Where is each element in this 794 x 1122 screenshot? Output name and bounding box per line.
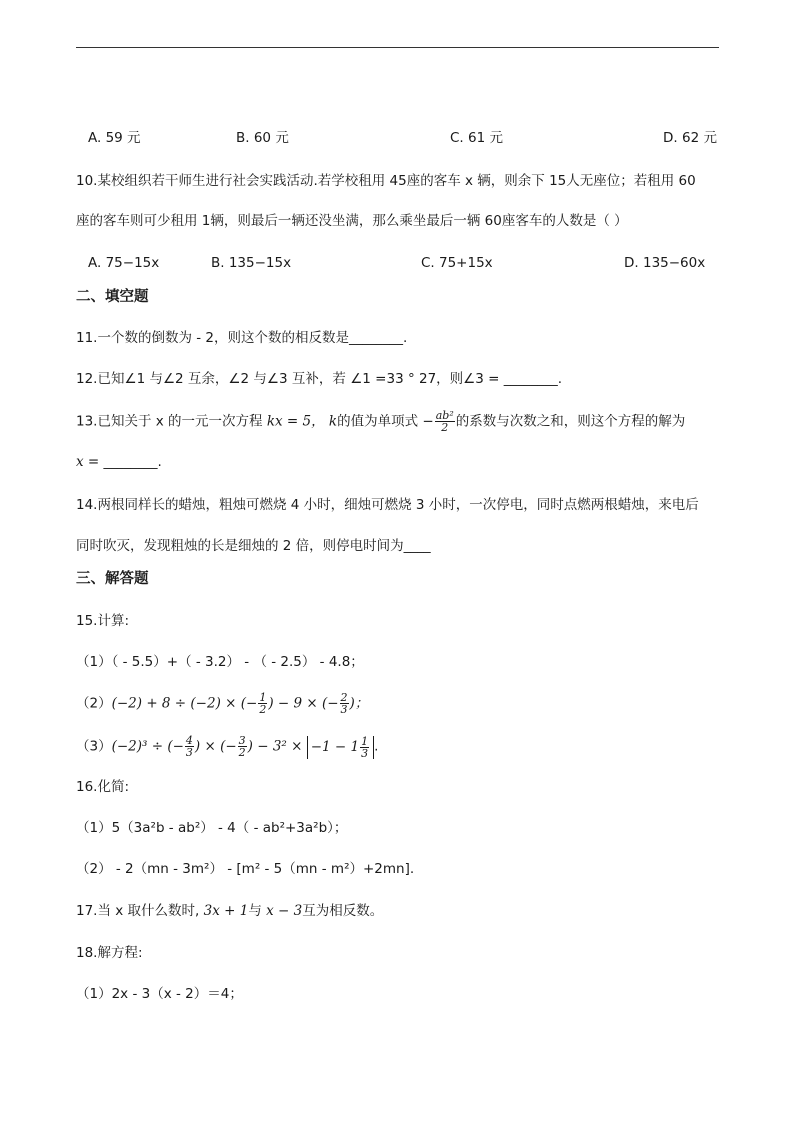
q15-part-3-frac-1: $\frac{4}{3}$ [185,734,193,759]
q15-title: 15.计算: [76,613,130,629]
q14-line-1: 14.两根同样长的蜡烛，粗烛可燃烧 4 小时，细烛可燃烧 3 小时，一次停电，同时点燃两根蜡烛，来电后 [76,497,699,513]
q13-line-1 [76,410,685,433]
q15-part-2-expr-c: )； [349,695,369,712]
q15-part-2-label: （2） [76,695,112,712]
q15-part-3-expr-b: ) × (− [194,738,237,755]
q17-expression-2: x − 3 [266,903,303,919]
q15-part-3-expr-c: ) − 3² × [247,738,303,755]
q17-expression-1: 3x + 1 [203,903,249,919]
q15-part-1: （1）（ - 5.5）+（ - 3.2） - （ - 2.5） - 4.8； [76,654,364,670]
q9-option-b: B. 60 元 [236,130,289,146]
q13-suffix: 的系数与次数之和，则这个方程的解为 [455,413,686,430]
q15-part-3-absolute-value: −1 − 1 $\frac{1}{3}$ [307,736,374,759]
q16-title: 16.化简: [76,779,130,795]
q15-part-2 [76,692,368,715]
q15-part-3-frac-3: $\frac{1}{3}$ [361,734,369,760]
q9-option-d: D. 62 元 [663,130,717,146]
q10-line-1: 10.某校组织若干师生进行社会实践活动.若学校租用 45座的客车 x 辆，则余下 15人无座位；若租用 60 [76,173,696,189]
q9-option-c: C. 61 元 [450,130,503,146]
q16-part-2: （2） - 2（mn - 3m²） - [m² - 5（mn - m²）+2mn]. [76,861,415,877]
q10-option-c: C. 75+15x [421,255,493,271]
q10-option-d: D. 135−60x [624,255,706,271]
q15-part-3-frac-2: $\frac{3}{2}$ [238,734,246,759]
section-heading-solve: 三、解答题 [76,571,149,587]
header-rule [76,47,719,48]
q18-part-1: （1）2x - 3（x - 2）＝4； [76,986,243,1002]
q17-mid: 与 [248,903,262,919]
q15-part-3-label: （3） [76,738,112,755]
q13-k: k [328,413,338,430]
q18-title: 18.解方程: [76,945,143,961]
q16-part-1: （1）5（3a²b - ab²） - 4（ - ab²+3a²b）； [76,820,348,836]
q10-option-a: A. 75−15x [88,255,160,271]
q13-line-2 [76,452,162,472]
q15-part-2-expr-b: ) − 9 × (− [268,695,339,712]
q13-answer-var: x = [76,454,100,470]
q13-mid: 的值为单项式 [337,413,419,430]
q12-text: 12.已知∠1 与∠2 互余，∠2 与∠3 互补，若 ∠1 =33 ° 27，则∠3 = ________. [76,371,563,387]
q17-prefix: 17.当 x 取什么数时, [76,903,200,919]
q17-suffix: 互为相反数。 [302,903,384,919]
q15-part-3-end: . [374,738,379,755]
q13-prefix: 13.已知关于 x 的一元一次方程 [76,413,263,430]
q9-option-a: A. 59 元 [88,130,141,146]
q13-monomial-fraction: $\frac{\text{ab²}}{2}$ [435,409,454,434]
q10-option-b: B. 135−15x [211,255,292,271]
q15-part-2-frac-1: $\frac{1}{2}$ [259,691,267,716]
q13-equation: kx = 5， [266,413,325,430]
q11-text: 11.一个数的倒数为 - 2，则这个数的相反数是________. [76,330,408,346]
q17-text [76,901,383,921]
q13-answer-blank: ________. [99,454,162,470]
section-heading-fill-in: 二、填空题 [76,289,149,305]
q15-part-3 [76,735,378,759]
q15-part-2-frac-2: $\frac{2}{3}$ [340,691,348,716]
q14-line-2: 同时吹灭，发现粗烛的长是细烛的 2 倍，则停电时间为____ [76,538,431,554]
q10-line-2: 座的客车则可少租用 1辆，则最后一辆还没坐满，那么乘坐最后一辆 60座客车的人数是（ ） [76,213,628,229]
q13-minus: − [422,413,434,430]
q15-part-3-expr-a: (−2)³ ÷ (− [111,738,184,755]
q15-part-2-expr-a: (−2) + 8 ÷ (−2) × (− [111,695,258,712]
